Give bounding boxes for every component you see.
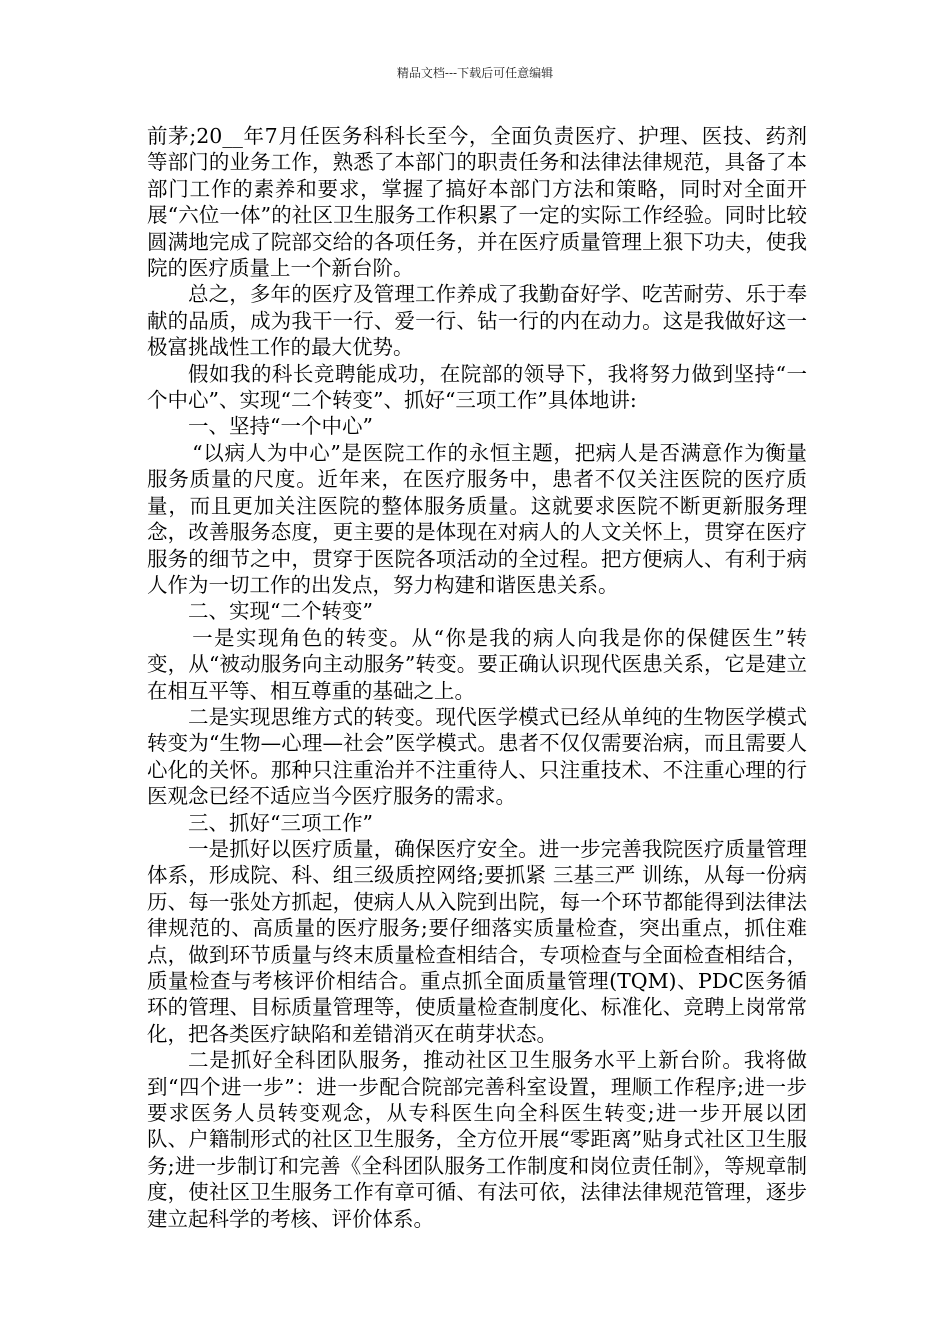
- page-header: 精品文档---下载后可任意编辑: [396, 66, 554, 80]
- document-body: [147, 123, 807, 1232]
- section-heading-three-tasks: 三、抓好“三项工作”: [188, 810, 373, 835]
- paragraph-role-change: 一是实现角色的转变。从“你是我的病人向我是你的保健医生”转变，从“被动服务向主动服务”转变。要正确认识现代医患关系，它是建立在相互平等、相互尊重的基础之上。: [147, 625, 807, 703]
- paragraph-summary: 总之，多年的医疗及管理工作养成了我勤奋好学、吃苦耐劳、乐于奉献的品质，成为我干一行、爱一行、钻一行的内在动力。这是我做好这一极富挑战性工作的最大优势。: [147, 282, 807, 360]
- section-heading-two-changes: 二、实现“二个转变”: [188, 599, 373, 624]
- paragraph-quality-safety: 一是抓好以医疗质量，确保医疗安全。进一步完善我院医疗质量管理体系，形成院、科、组三级质控网络;要抓紧 三基三严 训练，从每一份病历、每一张处方抓起，使病人从入院到出院，每一个环节都能得到法律法律规范的、高质量的医疗服务;要仔细落实质量检查，突出重点，抓住难点，做到环节质量与终末质量检查相结合，专项检查与全面检查相结合，质量检查与考核评价相结合。重点抓全面质量管理(TQM)、PDC医务循环的管理、目标质量管理等，使质量检查制度化、标准化、竞聘上岗常常化，把各类医疗缺陷和差错消灭在萌芽状态。: [147, 836, 807, 1046]
- paragraph-experience: 前茅;20__年7月任医务科科长至今，全面负责医疗、护理、医技、药剂等部门的业务工作，熟悉了本部门的职责任务和法律法律规范，具备了本部门工作的素养和要求，掌握了搞好本部门方法和策略，同时对全面开展“六位一体”的社区卫生服务工作积累了一定的实际工作经验。同时比较圆满地完成了院部交给的各项任务，并在医疗质量管理上狠下功夫，使我院的医疗质量上一个新台阶。: [147, 124, 807, 281]
- paragraph-plan-intro: 假如我的科长竞聘能成功，在院部的领导下，我将努力做到坚持“一个中心”、实现“二个转变”、抓好“三项工作”具体地讲:: [147, 361, 807, 413]
- paragraph-thinking-change: 二是实现思维方式的转变。现代医学模式已经从单纯的生物医学模式转变为“生物—心理—社会”医学模式。患者不仅仅需要治病，而且需要人心化的关怀。那种只注重治并不注重待人、只注重技术、不注重心理的行医观念已经不适应当今医疗服务的需求。: [147, 704, 807, 809]
- section-heading-one-center: 一、坚持“一个中心”: [188, 414, 373, 439]
- paragraph-team-service: 二是抓好全科团队服务，推动社区卫生服务水平上新台阶。我将做到“四个进一步”：进一步配合院部完善科室设置，理顺工作程序;进一步要求医务人员转变观念，从专科医生向全科医生转变;进一步开展以团队、户籍制形式的社区卫生服务，全方位开展“零距离”贴身式社区卫生服务;进一步制订和完善《全科团队服务工作制度和岗位责任制》，等规章制度，使社区卫生服务工作有章可循、有法可依，法律法律规范管理，逐步建立起科学的考核、评价体系。: [147, 1048, 807, 1231]
- paragraph-patient-centered: “以病人为中心”是医院工作的永恒主题，把病人是否满意作为衡量服务质量的尺度。近年来，在医疗服务中，患者不仅关注医院的医疗质量，而且更加关注医院的整体服务质量。这就要求医院不断更新服务理念，改善服务态度，更主要的是体现在对病人的人文关怀上，贯穿在医疗服务的细节之中，贯穿于医院各项活动的全过程。把方便病人、有利于病人作为一切工作的出发点，努力构建和谐医患关系。: [147, 440, 807, 597]
